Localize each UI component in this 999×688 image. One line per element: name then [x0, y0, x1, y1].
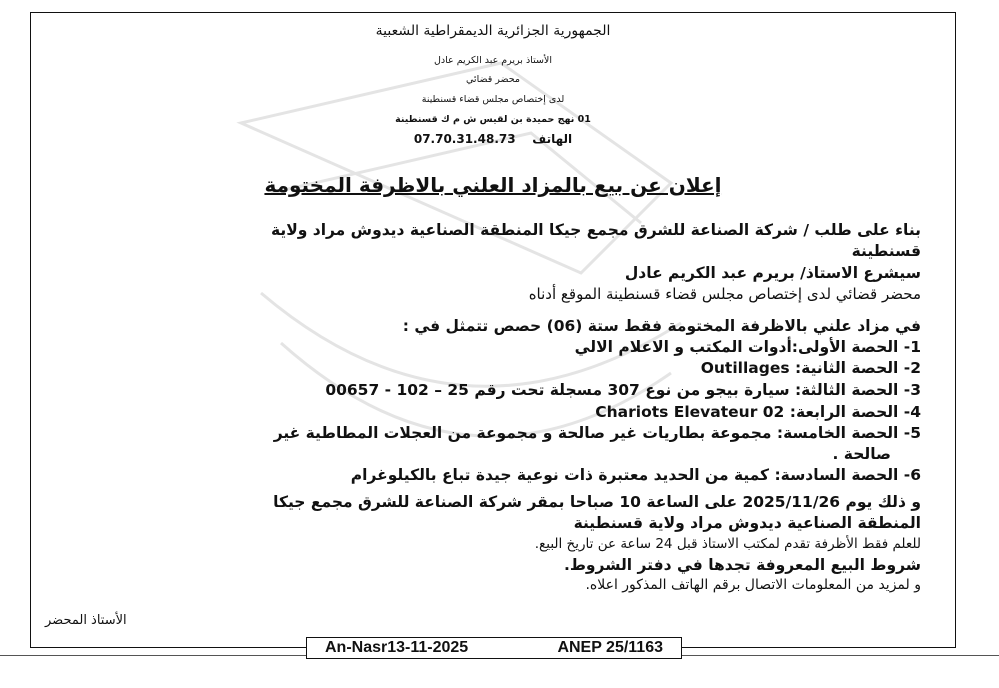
jurisdiction: لدى إختصاص مجلس قضاء قسنطينة [421, 94, 565, 105]
sale-conditions: شروط البيع المعروفة تجدها في دفتر الشروط. [563, 556, 921, 574]
announcement-title: إعلان عن بيع بالمزاد العلني بالاظرفة المختومة [264, 173, 722, 197]
phone-number: 07.70.31.48.73 [413, 132, 516, 146]
office-address: 01 نهج حميدة بن لقيس ش م ك قسنطينة [395, 114, 591, 125]
lots-intro: في مزاد علني بالاظرفة المختومة فقط ستة (06) حصص تتمثل في : [402, 317, 921, 335]
lot-item: 2- الحصة الثانية: Outillages [700, 359, 921, 377]
announcement-frame [30, 12, 956, 648]
republic-header: الجمهورية الجزائرية الديمقراطية الشعبية [375, 23, 611, 39]
lawyer-name: الأستاذ بريرم عبد الكريم عادل [434, 55, 552, 66]
request-line-2: قسنطينة [851, 242, 921, 260]
initiator: سيشرع الاستاذ/ بريرم عبد الكريم عادل [624, 264, 921, 282]
sale-date-line-1: و ذلك يوم 2025/11/26 على الساعة 10 صباحا بمقر شركة الصناعة للشرق مجمع جيكا [273, 493, 921, 511]
sale-date-line-2: المنطقة الصناعية ديدوش مراد ولاية قسنطينة [573, 514, 921, 532]
initiator-role: محضر قضائي لدى إختصاص مجلس قضاء قسنطينة الموقع أدناه [528, 285, 921, 303]
lot-item: 5- الحصة الخامسة: مجموعة بطاريات غير صالحة و مجموعة من العجلات المطاطية غير [273, 424, 921, 442]
lot-item: 3- الحصة الثالثة: سيارة بيجو من نوع 307 مسجلة تحت رقم 25 – 102 - 00657 [325, 381, 921, 399]
request-line-1: بناء على طلب / شركة الصناعة للشرق مجمع جيكا المنطقة الصناعية ديدوش مراد ولاية [270, 221, 921, 239]
signature: الأستاذ المحضر [45, 613, 127, 628]
publication-ref: An-Nasr13-11-2025 [325, 639, 469, 656]
envelopes-note: للعلم فقط الأظرفة تقدم لمكتب الاستاذ قبل 24 ساعة عن تاريخ البيع. [534, 536, 921, 552]
publication-reference-box [306, 637, 682, 659]
anep-ref: ANEP 25/1163 [557, 639, 663, 656]
lot-item: 1- الحصة الأولى:أدوات المكتب و الاعلام الالي [574, 338, 921, 356]
phone-row [31, 132, 955, 146]
phone-label: الهاتف [532, 132, 573, 146]
more-info: و لمزيد من المعلومات الاتصال برقم الهاتف المذكور اعلاه. [585, 577, 921, 593]
lot-item-continued: صالحة . [832, 445, 891, 463]
lot-item: 4- الحصة الرابعة: 02 Chariots Elevateur [595, 403, 921, 421]
lot-item: 6- الحصة السادسة: كمية من الحديد معتبرة ذات نوعية جيدة تباع بالكيلوغرام [350, 466, 921, 484]
office-title: محضر قضائي [466, 74, 520, 85]
